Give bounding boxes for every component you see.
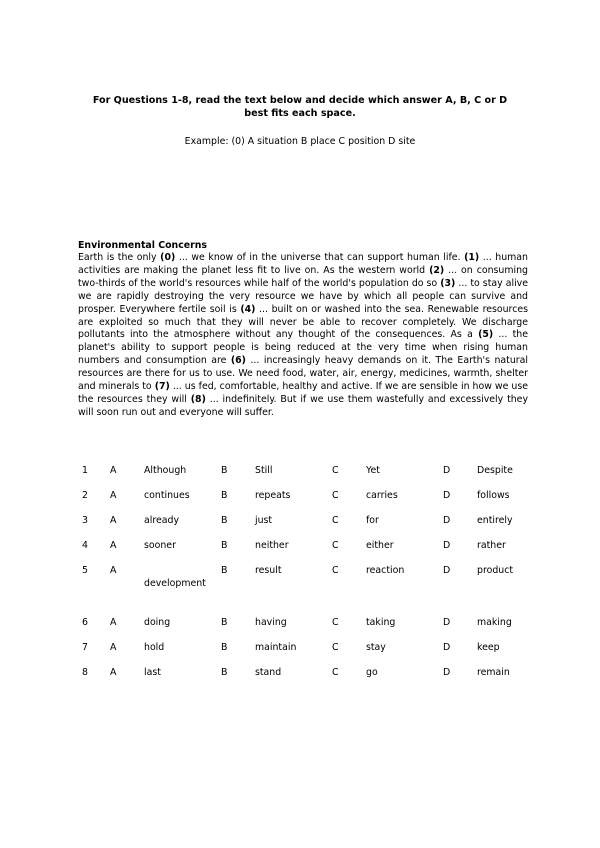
option-c: carries (366, 490, 398, 501)
option-d: product (477, 565, 514, 576)
passage-segment: ... the planet's ability to support people is being reduced at the very time when rising human numbers and consumption are (78, 329, 528, 367)
option-letter: C (332, 490, 339, 501)
gap-marker: (0) (160, 252, 176, 263)
instructions-line-1: For Questions 1-8, read the text below and decide which answer A, B, C or D (92, 95, 508, 106)
passage-segment: ... us fed, comfortable, healthy and active. If we are sensible in how we use the resources they will (78, 381, 528, 405)
option-letter: C (332, 617, 339, 628)
option-letter: D (443, 667, 451, 678)
question-row (76, 465, 554, 490)
option-letter: A (110, 515, 117, 526)
option-letter: D (443, 617, 451, 628)
option-b: just (255, 515, 273, 526)
option-c: reaction (366, 565, 405, 576)
gap-marker: (6) (230, 355, 246, 367)
option-letter: D (443, 540, 451, 551)
question-number: 6 (82, 617, 88, 628)
option-letter: D (443, 565, 451, 576)
option-d: Despite (477, 465, 513, 476)
option-letter: B (221, 617, 228, 628)
option-letter: D (443, 490, 451, 501)
question-row (76, 565, 554, 617)
passage-segment: ... indefinitely. But if we use them wastefully and excessively they will soon run out and everyone will suffer. (78, 393, 528, 418)
gap-marker: (3) (440, 277, 456, 289)
option-letter: B (221, 515, 228, 526)
option-c: Yet (366, 465, 380, 476)
option-a: hold (144, 642, 165, 653)
option-b: Still (255, 465, 273, 476)
option-d: keep (477, 642, 500, 653)
question-number: 8 (82, 667, 88, 678)
instructions-line-2: best fits each space. (244, 108, 356, 119)
option-a: sooner (144, 540, 176, 551)
option-d: follows (477, 490, 510, 501)
gap-marker: (1) (464, 252, 480, 263)
question-number: 4 (82, 540, 88, 551)
question-number: 2 (82, 490, 88, 501)
option-c: for (366, 515, 379, 526)
question-number: 5 (82, 565, 88, 576)
question-row (76, 617, 554, 642)
option-c: stay (366, 642, 386, 653)
question-number: 3 (82, 515, 88, 526)
gap-marker: (7) (154, 381, 170, 393)
option-letter: B (221, 642, 228, 653)
option-a: already (144, 515, 180, 526)
option-letter: B (221, 540, 228, 551)
option-a-text: development (144, 578, 206, 589)
instructions-title (60, 94, 540, 120)
passage-segment: ... built on or washed into the sea. Renewable resources are exploited so much that they will never be able to recover completely. We discharge pollutants into the atmosphere without any thought of the consequences. As a (78, 303, 528, 341)
option-a: Although (144, 465, 187, 476)
option-letter: C (332, 667, 339, 678)
gap-marker: (4) (240, 303, 256, 315)
option-letter: A (110, 540, 117, 551)
option-a: last (144, 667, 161, 678)
option-letter: B (221, 465, 228, 476)
passage-segment: Earth is the only (78, 252, 161, 263)
passage-segment: ... increasingly heavy demands on it. The Earth's natural resources are there for us to use. We need food, water, air, energy, medicines, warmth, shelter and minerals to (78, 355, 528, 393)
option-letter: B (221, 667, 228, 678)
question-row (76, 515, 554, 540)
passage-segment: ... human activities are making the planet less fit to live on. As the western world (78, 252, 528, 276)
option-letter: A (110, 565, 117, 576)
option-b: repeats (255, 490, 291, 501)
passage-text (78, 252, 528, 420)
option-b: result (255, 565, 282, 576)
option-letter: D (443, 642, 451, 653)
option-letter: C (332, 515, 339, 526)
passage-heading: Environmental Concerns (78, 240, 208, 251)
option-letter: C (332, 465, 339, 476)
question-number: 1 (82, 465, 88, 476)
option-a: doing (144, 617, 171, 628)
option-letter: A (110, 617, 117, 628)
gap-marker: (8) (190, 393, 206, 405)
option-letter: A (110, 642, 117, 653)
option-b: maintain (255, 642, 297, 653)
option-d: rather (477, 540, 506, 551)
passage-segment: ... we know of in the universe that can support human life. (175, 252, 465, 263)
option-letter: B (221, 565, 228, 576)
gap-marker: (2) (429, 264, 445, 276)
question-number: 7 (82, 642, 88, 653)
option-b: having (255, 617, 287, 628)
gap-marker: (5) (478, 329, 494, 341)
option-a: continues (144, 490, 190, 501)
option-c: either (366, 540, 394, 551)
option-a (144, 565, 221, 617)
question-row (76, 642, 554, 667)
option-d: entirely (477, 515, 513, 526)
passage-segment: ... to stay alive we are rapidly destroying the very resource we have by which all people can survive and prosper. Everywhere fertile soil is (78, 277, 528, 315)
option-letter: A (110, 667, 117, 678)
option-c: taking (366, 617, 396, 628)
question-row (76, 667, 554, 692)
option-letter: C (332, 565, 339, 576)
option-letter: D (443, 515, 451, 526)
option-c: go (366, 667, 378, 678)
option-letter: C (332, 642, 339, 653)
option-letter: A (110, 490, 117, 501)
passage-segment: ... on consuming two-thirds of the world's resources while half of the world's population do so (78, 264, 528, 289)
answer-options-table (76, 465, 554, 692)
option-letter: B (221, 490, 228, 501)
example-line: Example: (0) A situation B place C position D site (184, 136, 416, 147)
option-letter: C (332, 540, 339, 551)
option-letter: A (110, 465, 117, 476)
option-d: making (477, 617, 512, 628)
option-letter: D (443, 465, 451, 476)
question-row (76, 540, 554, 565)
option-b: stand (255, 667, 282, 678)
option-b: neither (255, 540, 289, 551)
option-d: remain (477, 667, 510, 678)
question-row (76, 490, 554, 515)
